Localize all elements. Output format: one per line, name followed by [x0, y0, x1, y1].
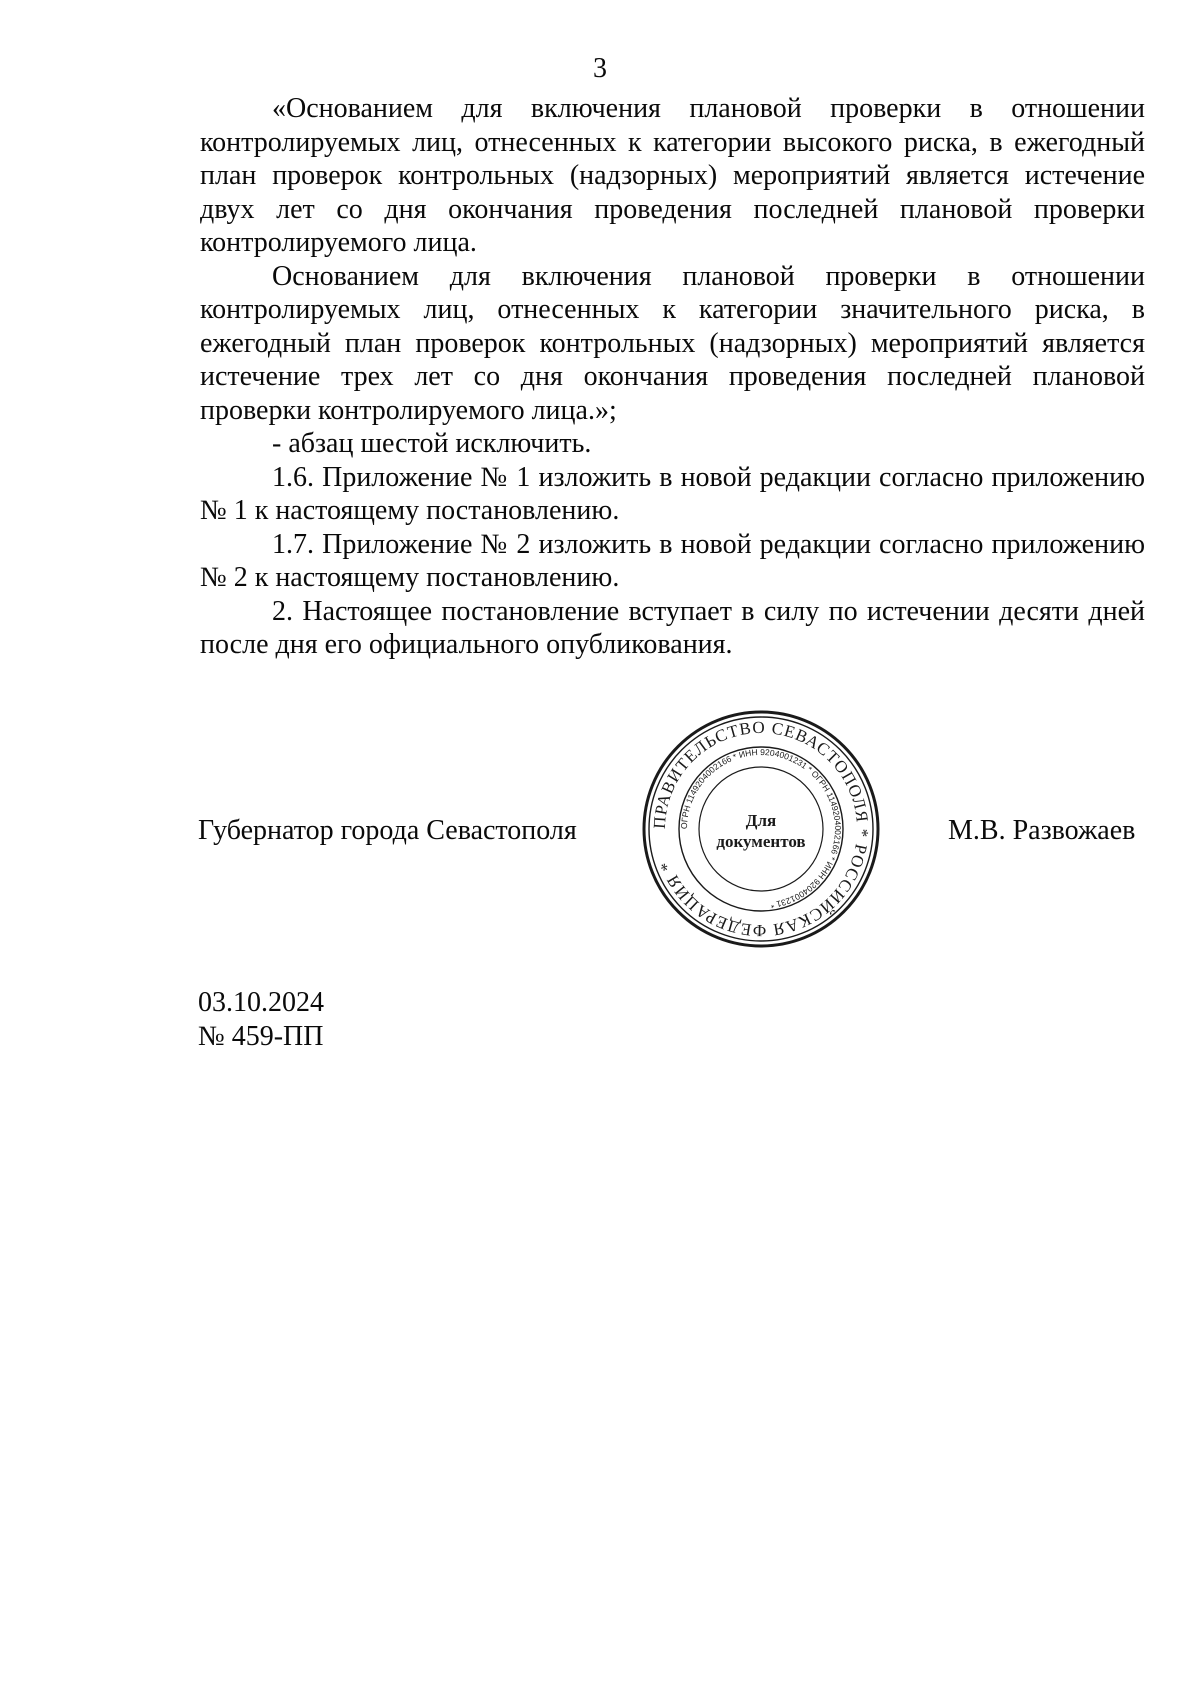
page-number: 3	[593, 53, 607, 84]
document-meta	[198, 986, 324, 1054]
seal-graphic	[640, 708, 882, 950]
paragraph-exclude-sixth: - абзац шестой исключить.	[272, 428, 592, 459]
document-body	[200, 92, 1145, 662]
seal-outer-text: ПРАВИТЕЛЬСТВО СЕВАСТОПОЛЯ * РОССИЙСКАЯ ФЕДЕРАЦИЯ *	[649, 717, 873, 941]
official-seal	[640, 708, 882, 950]
paragraph-high-risk: «Основанием для включения плановой проверки в отношении контролируемых лиц, отнесенных к категории высокого риска, в ежегодный план проверок контрольных (надзорных) мероприятий является истечение двух лет со дня окончания проведения последней плановой проверки контролируемого лица.	[200, 93, 1145, 258]
paragraph-significant-risk: Основанием для включения плановой проверки в отношении контролируемых лиц, отнесенных к категории значительного риска, в ежегодный план проверок контрольных (надзорных) мероприятий является истечение трех лет со дня окончания проведения последней плановой проверки контролируемого лица.»;	[200, 260, 1145, 426]
signatory-title: Губернатор города Севастополя	[198, 815, 577, 846]
paragraph-appendix-2: 1.7. Приложение № 2 изложить в новой редакции согласно приложению № 2 к настоящему постановлению.	[200, 528, 1145, 593]
paragraph-appendix-1: 1.6. Приложение № 1 изложить в новой редакции согласно приложению № 1 к настоящему постановлению.	[200, 461, 1145, 526]
document-date: 03.10.2024	[198, 987, 324, 1018]
seal-inner-text: ОГРН 1149204002166 * ИНН 9204001231 * ОГРН 1149204002166 * ИНН 9204001231 *	[678, 746, 844, 911]
seal-center-line1: Для	[745, 811, 777, 830]
signatory-name: М.В. Развожаев	[948, 815, 1136, 846]
paragraph-entry-into-force: 2. Настоящее постановление вступает в силу по истечении десяти дней после дня его официального опубликования.	[200, 595, 1145, 660]
document-number: № 459-ПП	[198, 1021, 324, 1052]
seal-center-line2: документов	[716, 832, 806, 851]
